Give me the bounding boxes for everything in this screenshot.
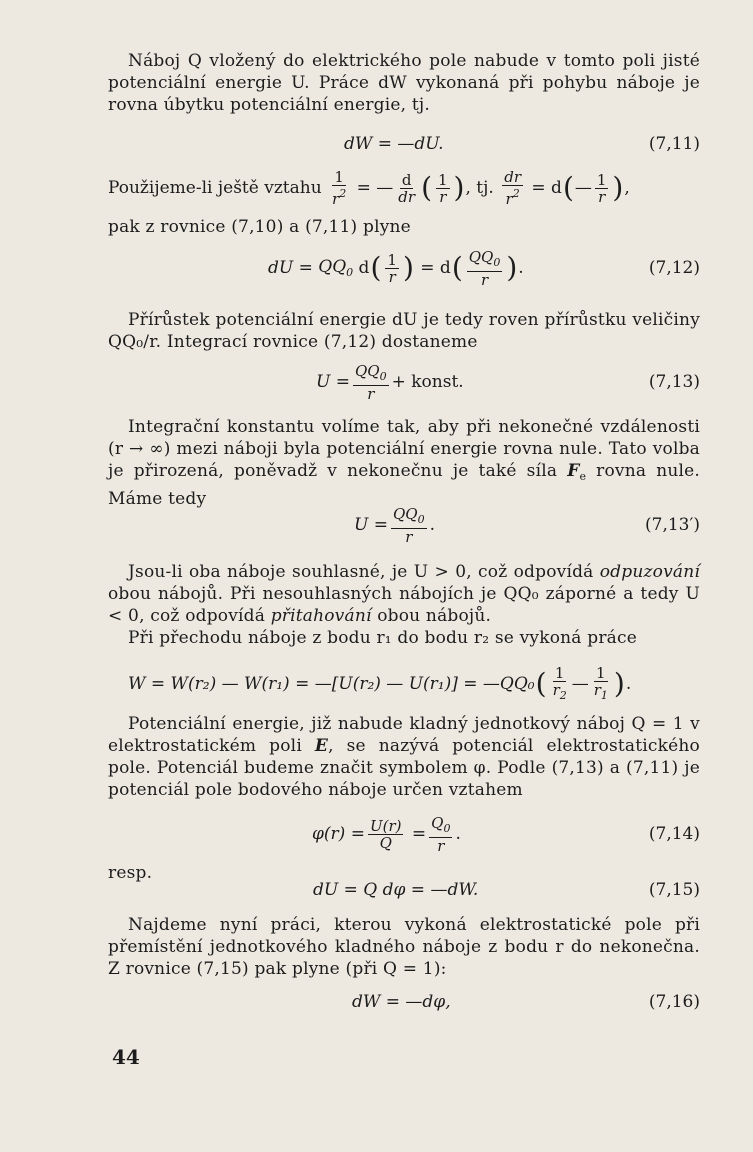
- eq713p-lhs: U =: [354, 515, 388, 535]
- eq713-lhs: U =: [316, 372, 350, 392]
- eq713p-number: (7,13′): [645, 515, 700, 535]
- eq714-lhs: φ(r) =: [312, 824, 365, 844]
- eq715-text: dU = Q dφ = —dW.: [313, 880, 479, 900]
- eq716-text: dW = —dφ,: [352, 992, 451, 1012]
- relation-lead: Použijeme-li ještě vztahu: [108, 178, 322, 198]
- force-symbol: F: [567, 461, 580, 481]
- equation-7-15: [108, 870, 700, 910]
- equation-7-13-prime: U = $\frac{QQ_0}{r}$ . (7,13′): [354, 504, 700, 546]
- equation-7-16: [108, 982, 700, 1022]
- page-number: 44: [112, 1045, 140, 1069]
- eq712-number: (7,12): [648, 258, 700, 278]
- paragraph-transfer: Při přechodu náboje z bodu r₁ do bodu r₂ se vykoná práce: [128, 628, 637, 648]
- paragraph-increment: Přírůstek potenciální energie dU je tedy roven přírůstku veličiny QQ₀/r. Integrací rovnice (7,12) dostaneme: [108, 310, 700, 352]
- paragraph-integration-constant: [108, 416, 700, 510]
- p7-part-b: , se nazývá potenciál elektrostatického pole. Potenciál budeme značit symbolem φ. Podle (7,13) a (7,11) je potenciál pole bodového náboje určen vztahem: [108, 736, 700, 800]
- p5-part-c: obou nábojů.: [371, 606, 492, 626]
- eq713-const: + konst.: [391, 372, 464, 392]
- eq714-number: (7,14): [648, 824, 700, 844]
- eq715-number: (7,15): [648, 880, 700, 900]
- equation-7-13: U = $\frac{QQ_0}{r}$ + konst. (7,13): [316, 361, 700, 403]
- p5-part-a: Jsou-li oba náboje souhlasné, je U > 0, což odpovídá: [128, 562, 600, 582]
- eq716-number: (7,16): [648, 992, 700, 1012]
- relation-line: Použijeme-li ještě vztahu $\frac{1}{r^2}$ = — $\frac{d}{dr}$ ( $\frac{1}{r}$ ) , tj. $\frac{dr}{r^2}$ = d ( — $\frac{1}{r}$ ) ,: [108, 168, 630, 208]
- eq711-rhs: = —dU.: [377, 134, 444, 154]
- p5-part-b: obou nábojů. Při nesouhlasných nábojích je QQ₀ záporné a tedy U < 0, což odpovídá: [108, 584, 700, 626]
- eq711-number: (7,11): [648, 134, 700, 154]
- paragraph-relation-tail: pak z rovnice (7,10) a (7,11) plyne: [108, 217, 411, 237]
- p7-part-a: Potenciální energie, již nabude kladný jednotkový náboj Q = 1 v elektrostatickém poli: [108, 714, 700, 756]
- p4-text-2: rovna nule. Máme tedy: [108, 461, 700, 509]
- force-subscript: e: [579, 470, 587, 483]
- p5-repulsion: odpuzování: [599, 562, 700, 582]
- paragraph-sign: [108, 561, 700, 627]
- resp-label: resp.: [108, 863, 153, 883]
- eq711-lhs: dW: [344, 134, 373, 154]
- p4-text-1: Integrační konstantu volíme tak, aby při nekonečné vzdálenosti (r → ∞) mezi náboji byla potenciální energie rovna nule. Tato volba je přirozená, poněvadž v nekonečnu je také síla: [108, 417, 700, 481]
- equation-7-12: dU = $QQ_0$ d ( $\frac{1}{r}$ ) = d ( $\frac{QQ_0}{r}$ ) . (7,12): [268, 247, 700, 289]
- paragraph-intro: Náboj Q vložený do elektrického pole nabude v tomto poli jisté potenciální energie U. Práce dW vykonaná při pohybu náboje je rovna úbytku potenciální energie, tj.: [108, 51, 700, 115]
- p5-attraction: přitahování: [270, 606, 372, 626]
- eq713-number: (7,13): [648, 372, 700, 392]
- field-symbol: E: [314, 736, 329, 756]
- equation-work: W = W(r₂) — W(r₁) = —[U(r₂) — U(r₁)] = —QQ₀ ( $\frac{1}{r_2}$ — $\frac{1}{r_1}$ ) .: [128, 663, 632, 702]
- paragraph-potential: [108, 713, 700, 801]
- relation-tj: , tj.: [465, 178, 494, 198]
- paragraph-work-to-infinity: Najdeme nyní práci, kterou vykoná elektrostatické pole při přemístění jednotkového kladného náboje z bodu r do nekonečna. Z rovnice (7,15) pak plyne (při Q = 1):: [108, 915, 700, 979]
- equation-7-14: φ(r) = $\frac{U(r)}{Q}$ = $\frac{Q_0}{r}$ . (7,14): [312, 813, 700, 855]
- eqW-text: W = W(r₂) — W(r₁) = —[U(r₂) — U(r₁)] = —QQ₀: [128, 674, 535, 694]
- equation-7-11: [108, 124, 700, 164]
